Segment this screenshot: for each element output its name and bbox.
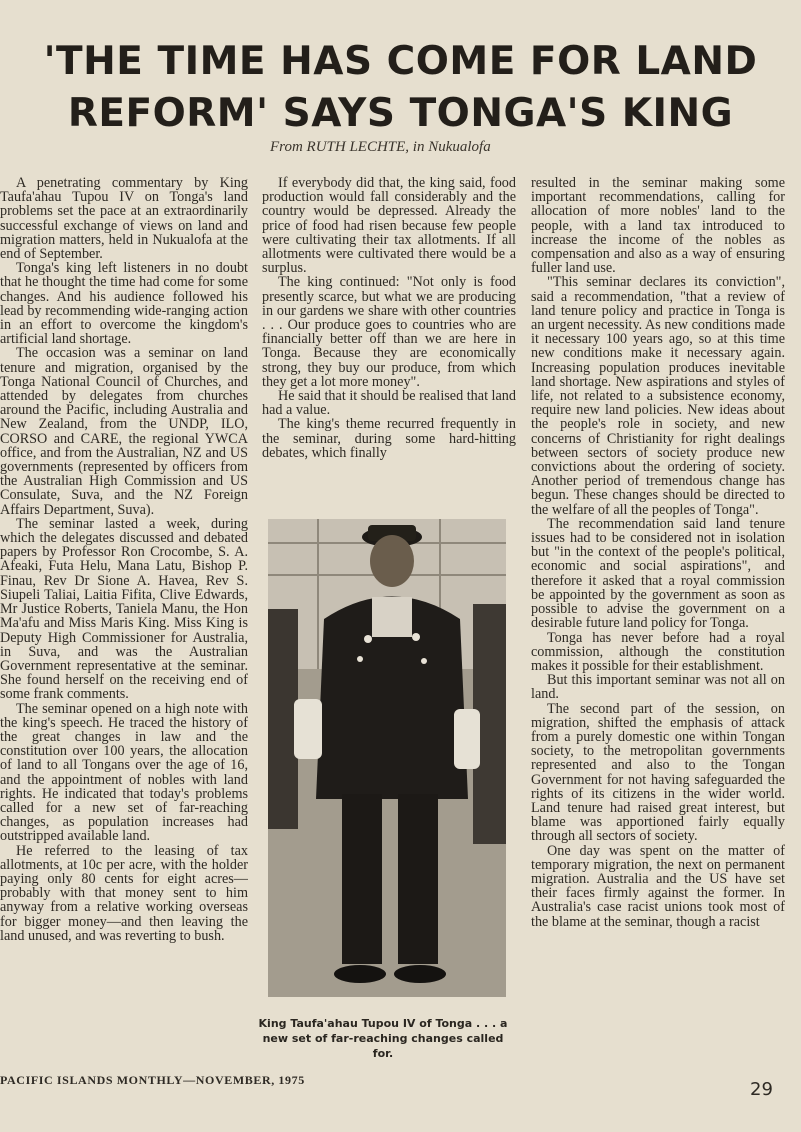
paragraph: A penetrating commentary by King Taufa'ahau Tupou IV on Tonga's land problems set the pace at an extraordinarily successful exchange of views on land and migration matters, held in Nukualofa at the end of September.	[0, 176, 248, 263]
paragraph: "This seminar declares its conviction", said a recommendation, "that a review of land tenure policy and practice in Tonga is an urgent necessity. As new conditions made it necessary 100 years ago, so at this time new conditions make it necessary again. Increasing population produces inevitable land shortage. New aspirations and styles of life, not related to a subsistence economy, require new land policies. New ideas about the people's role in society, and new concerns of Christianity for right dealings between sectors of society produce new convictions about the ordering of society. Another period of tremendous change has begun. These changes should be directed to the welfare of all the peoples of Tonga".	[531, 274, 785, 518]
king-portrait-illustration	[268, 519, 506, 997]
paragraph: Tonga's king left listeners in no doubt that he thought the time had come for some changes. And his audience followed his lead by recommending wide-ranging action in an effort to overcome the kingdom's artificial land shortage.	[0, 260, 248, 348]
page-number: 29	[750, 1079, 773, 1100]
king-photo	[268, 519, 506, 997]
paragraph: The king continued: "Not only is food presently scarce, but what we are producing in our gardens we share with other countries . . . Our produce goes to countries who are financially better off than we are here in Tonga. Because they are economically strong, they buy our produce, from which they get a lot more money".	[262, 274, 516, 390]
paragraph: He said that it should be realised that land had a value.	[262, 388, 516, 419]
photo-caption: King Taufa'ahau Tupou IV of Tonga . . . a new set of far-reaching changes called for.	[258, 1017, 508, 1060]
headline-line-2: REFORM' SAYS TONGA'S KING	[67, 91, 734, 136]
article-column-1	[0, 176, 248, 1088]
running-footer: PACIFIC ISLANDS MONTHLY—NOVEMBER, 1975	[0, 1073, 305, 1087]
paragraph: But this important seminar was not all on land.	[531, 672, 785, 703]
paragraph: The occasion was a seminar on land tenure and migration, organised by the Tonga National Council of Churches, and attended by delegates from churches around the Pacific, including Australia and New Zealand, from the UNDP, ILO, CORSO and CARE, the regional YWCA office, and from the Australian, NZ and US governments (represented by officers from the Australian High Commission and US Consulate, Suva, and the NZ Foreign Affairs Department, Suva).	[0, 345, 248, 518]
headline-line-1: 'THE TIME HAS COME FOR LAND	[43, 39, 758, 84]
paragraph: The second part of the session, on migration, shifted the emphasis of attack from a purely domestic one within Tongan society, to the metropolitan governments represented and also to the Tongan Government for not having safeguarded the rights of its citizens in the wider world. Land tenure had raised great interest, but blame was apportioned fairly equally through all sectors of society.	[531, 700, 785, 845]
paragraph: He referred to the leasing of tax allotments, at 10c per acre, with the holder paying only 80 cents for eight acres—probably with that money sent to him anyway from a relative working overseas for bigger money—and then leaving the land unused, and was reverting to bush.	[0, 842, 248, 944]
paragraph: The king's theme recurred frequently in the seminar, during some hard-hitting debates, which finally	[262, 416, 516, 461]
article-column-3	[531, 176, 785, 1061]
paragraph: Tonga has never before had a royal commission, although the constitution makes it possible for their establishment.	[531, 629, 785, 674]
paragraph: The seminar lasted a week, during which the delegates discussed and debated papers by Professor Ron Crocombe, S. A. Afeaki, Futa Helu, Mana Latu, Bishop P. Finau, Rev Dr Sione A. Havea, Rev S. Siupeli Taliai, Laitia Fifita, Clive Edwards, Mr Justice Roberts, Taniela Manu, the Hon Ma'afu and Miss Maris King. Miss King is Deputy High Commissioner for Australia, in Suva, and was the Australian Government representative at the seminar. She found herself on the receiving end of some frank comments.	[0, 515, 248, 703]
article-column-2	[262, 176, 516, 461]
paragraph: One day was spent on the matter of temporary migration, the next on permanent migration. Australia and the US have set their faces firmly against the former. In Australia's case racist unions took most of the blame at the seminar, though a racist	[531, 842, 785, 930]
paragraph: The recommendation said land tenure issues had to be considered not in isolation but "in the context of the people's political, economic and social aspirations", and therefore it asked that a royal commission be appointed by the government as soon as possible to advise the government on a desirable future land policy for Tonga.	[531, 515, 785, 632]
byline: From RUTH LECHTE, in Nukualofa	[270, 139, 491, 155]
paragraph: If everybody did that, the king said, food production would fall considerably and the country would be depressed. Already the price of food had risen because few people were cultivating their tax allotments. If all allotments were cultivated there would be a surplus.	[262, 176, 516, 277]
paragraph: The seminar opened on a high note with the king's speech. He traced the history of the great changes in law and the constitution over 100 years, the allocation of land to all Tongans over the age of 16, and the appointment of nobles with land rights. He indicated that today's problems called for a new set of far-reaching changes, as population increases had outstripped available land.	[0, 700, 248, 845]
headline	[0, 36, 801, 140]
paragraph: resulted in the seminar making some important recommendations, calling for allocation of more nobles' land to the people, with a land tax introduced to increase the income of the nobles as compensation and also as a way of ensuring fuller land use.	[531, 176, 785, 277]
